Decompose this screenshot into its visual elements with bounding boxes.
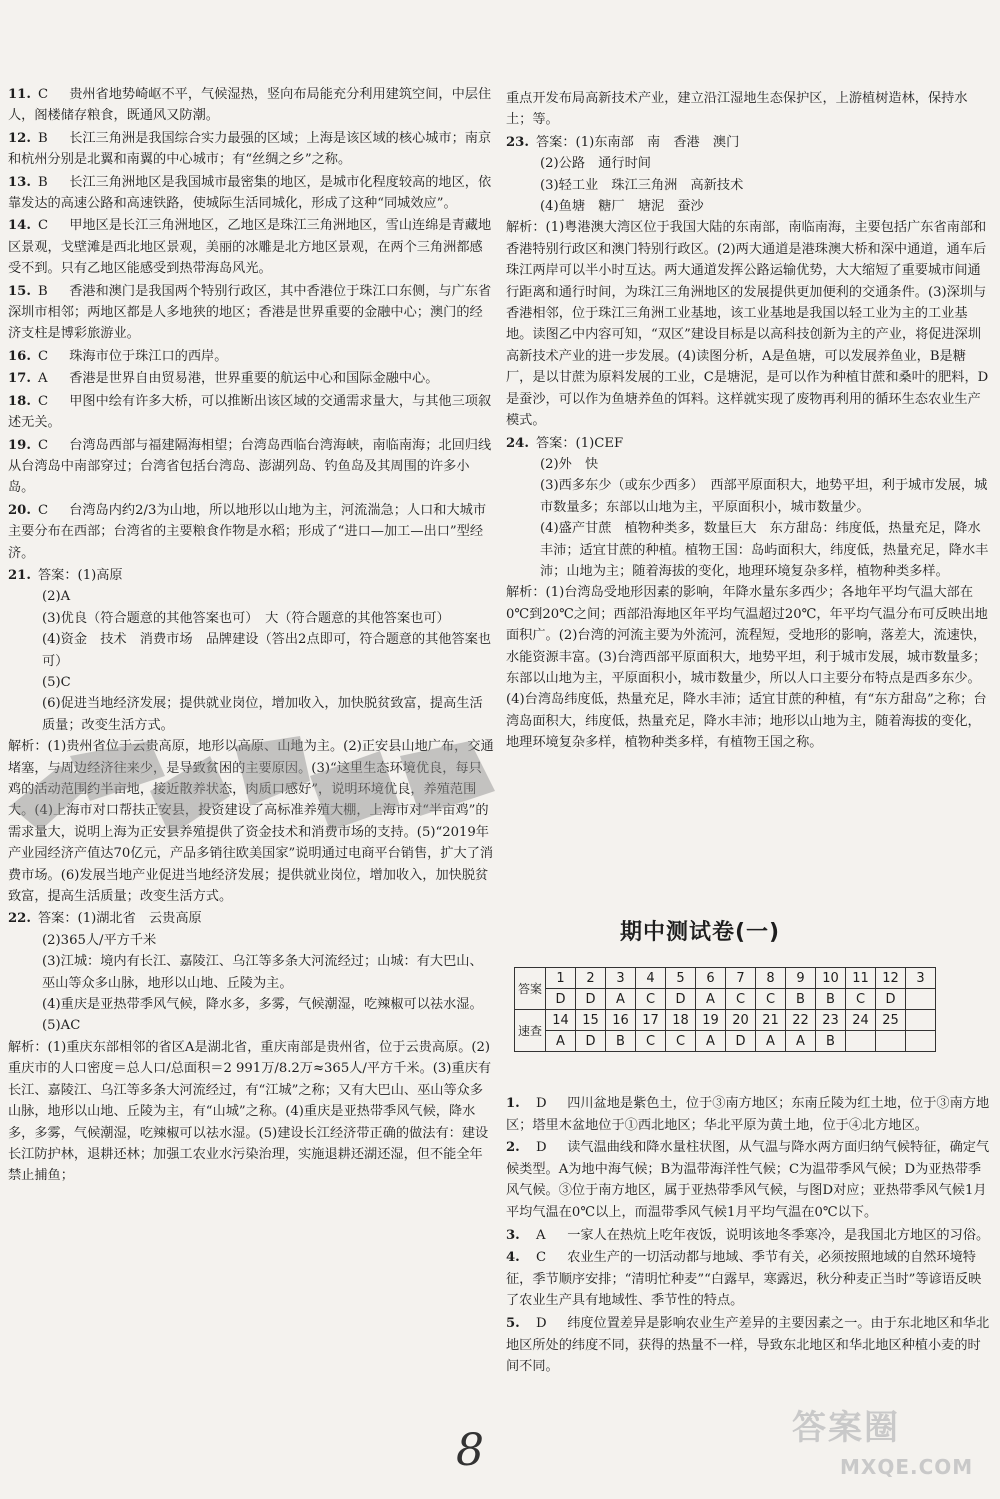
explanation-text: 长江三角洲地区是我国城市最密集的地区，是城市化程度较高的地区，依靠发达的高速公路和高速铁路，使城际生活同城化，形成了这种“同城效应”。 — [8, 174, 492, 212]
watermark-url: MXQE.COM — [840, 1455, 974, 1479]
explanation-text: 甲图中绘有许多大桥，可以推断出该区域的交通需求量大，与其他三项叙述无关。 — [8, 393, 492, 431]
question-number: 15. — [8, 283, 31, 299]
question-number-cell: 21 — [756, 1010, 786, 1031]
answer-cell: D — [576, 989, 606, 1010]
question-number: 23. — [506, 134, 529, 150]
answer-line: (2)365人/平方千米 — [42, 932, 157, 948]
question-number: 22. — [8, 911, 31, 927]
answer-cell: C — [636, 1031, 666, 1052]
left-column — [8, 84, 494, 1188]
question-number-cell: 15 — [576, 1010, 606, 1031]
question-24 — [506, 433, 992, 754]
answer-line: (4)重庆是亚热带季风气候，降水多，多雾，气候潮湿，吃辣椒可以祛水湿。 — [42, 997, 483, 1013]
answer-line: (2)公路 通行时间 — [540, 156, 651, 172]
explanation-text: 纬度位置差异是影响农业生产差异的主要因素之一。由于东北地区和华北地区所处的纬度不同，获得的热量不一样，导致东北地区和华北地区种植小麦的时间不同。 — [506, 1315, 990, 1375]
table-row — [515, 989, 936, 1010]
analysis-text: 解析：(1)贵州省位于云贵高原，地形以高原、山地为主。(2)正安县山地广布，交通堵塞，与周边经济往来少，是导致贫困的主要原因。(3)“这里生态环境优良，每只鸡的活动范围约半亩地，接近散养状态，肉质口感好”，说明环境优良，养殖范围大。(4)上海市对口帮扶正安县，投资建设了高标准养殖大棚，上海市对“半亩鸡”的需求量大，说明上海为正安县养殖提供了资金技术和消费市场的支持。(5)“2019年产业园经济产值达70亿元，产品多销往欧美国家”说明通过电商平台销售，扩大了消费市场。(6)发展当地产业促进当地经济发展；提供就业岗位，增加收入，加快脱贫致富，提高生活质量；改变生活方式。 — [8, 739, 494, 905]
question-number-cell: 5 — [666, 968, 696, 989]
answer-cell: A — [786, 1031, 816, 1052]
question-number: 20. — [8, 502, 31, 518]
answer-line: (4)鱼塘 糖厂 塘泥 蚕沙 — [540, 199, 704, 215]
explanation-text: 一家人在热炕上吃年夜饭，说明该地冬季寒冷，是我国北方地区的习俗。 — [567, 1227, 990, 1243]
answer-cell: A — [696, 1031, 726, 1052]
question-number-cell: 11 — [846, 968, 876, 989]
question-number: 17. — [8, 371, 31, 387]
answer-line: 答案：(1)高原 — [38, 567, 123, 583]
answer-letter: A — [536, 1227, 546, 1243]
question-item — [8, 435, 494, 499]
empty-cell — [846, 1031, 876, 1052]
question-21 — [8, 565, 494, 908]
question-number-cell: 8 — [756, 968, 786, 989]
answer-letter: B — [38, 174, 48, 190]
question-number: 24. — [506, 435, 529, 451]
question-item — [8, 500, 494, 564]
question-item — [506, 1313, 992, 1378]
answer-cell: C — [666, 1031, 696, 1052]
explanation-text: 台湾岛内约2/3为山地，所以地形以山地为主，河流湍急；人口和大城市主要分布在西部；台湾省的主要粮食作物是水稻；形成了“进口—加工—出口”型经济。 — [8, 502, 487, 561]
answer-letter: B — [38, 130, 48, 146]
question-item — [8, 215, 494, 279]
answer-line: 答案：(1)东南部 南 香港 澳门 — [536, 134, 740, 150]
question-number-cell: 19 — [696, 1010, 726, 1031]
answer-cell: B — [816, 989, 846, 1010]
answer-letter: C — [38, 348, 49, 364]
answer-letter: B — [38, 283, 48, 299]
answer-cell: C — [846, 989, 876, 1010]
left-items-list — [8, 84, 494, 564]
answer-cell: D — [546, 989, 576, 1010]
empty-cell — [876, 1031, 906, 1052]
answer-line: (3)轻工业 珠江三角洲 高新技术 — [540, 177, 744, 193]
answer-letter: D — [536, 1315, 547, 1331]
watermark-logo: 答案圈 — [792, 1408, 900, 1448]
question-number-cell: 9 — [786, 968, 816, 989]
answer-line: (6)促进当地经济发展；提供就业岗位，增加收入，加快脱贫致富，提高生活质量；改变生活方式。 — [42, 696, 483, 733]
answer-cell — [906, 989, 936, 1010]
question-number-cell: 1 — [546, 968, 576, 989]
answer-line: (3)优良（符合题意的其他答案也可） 大（符合题意的其他答案也可） — [42, 610, 450, 626]
question-item — [506, 1137, 992, 1223]
answer-cell: B — [786, 989, 816, 1010]
answer-letter: D — [536, 1096, 547, 1111]
question-number-cell: 12 — [876, 968, 906, 989]
answer-line: (4)盛产甘蔗 植物种类多，数量巨大 东方甜岛：纬度低，热量充足，降水丰沛；适宜甘蔗的种植。植物王国：岛屿面积大，纬度低，热量充足，降水丰沛；山地为主；随着海拔的变化，地理环境复杂多样，植物种类多样。 — [540, 521, 989, 579]
answer-line: (3)江城：境内有长江、嘉陵江、乌江等多条大河流经过；山城：有大巴山、巫山等众多山脉，地形以山地、丘陵为主。 — [42, 954, 483, 991]
question-number-cell: 2 — [576, 968, 606, 989]
empty-cell — [906, 1010, 936, 1031]
question-number-cell: 17 — [636, 1010, 666, 1031]
answer-letter: C — [38, 87, 49, 102]
table-row — [515, 1031, 936, 1052]
row-label-answer: 答案 — [515, 968, 546, 1010]
question-number-cell: 25 — [876, 1010, 906, 1031]
explanation-text: 读气温曲线和降水量柱状图，从气温与降水两方面归纳气候特征，确定气候类型。A为地中海气候；B为温带海洋性气候；C为温带季风气候；D为亚热带季风气候。③位于南方地区，属于亚热带季风气候，与图D对应；亚热带季风气候1月平均气温在0℃以上，而温带季风气候1月平均气温在0℃以下。 — [506, 1140, 990, 1220]
question-item — [8, 84, 494, 127]
analysis-text: 解析：(1)台湾岛受地形因素的影响，年降水量东多西少；各地年平均气温大部在0℃到20℃之间；西部沿海地区年平均气温超过20℃，年平均气温分布可反映出地面积广。(2)台湾的河流主要为外流河，流程短，受地形的影响，落差大，流速快，水能资源丰富。(3)台湾西部平原面积大，地势平坦，利于城市发展，城市数量多；东部以山地为主，平原面积小，城市数量少，所以人口主要分布特点是西多东少。(4)台湾岛纬度低，热量充足，降水丰沛；适宜甘蔗的种植，有“东方甜岛”之称；台湾岛面积大，纬度低，热量充足，降水丰沛；地形以山地为主，随着海拔的变化，地理环境复杂多样，植物种类多样，有植物王国之称。 — [506, 585, 988, 751]
question-number: 14. — [8, 218, 31, 234]
answer-letter: C — [38, 502, 49, 518]
question-number: 1. — [506, 1096, 520, 1111]
question-number-cell: 16 — [606, 1010, 636, 1031]
analysis-text: 解析：(1)粤港澳大湾区位于我国大陆的东南部，南临南海，主要包括广东省南部和香港特别行政区和澳门特别行政区。(2)两大通道是港珠澳大桥和深中通道，通车后珠江两岸可以半小时互达。两大通道发挥公路运输优势，大大缩短了重要城市间通行距离和通行时间，为珠江三角洲地区的发展提供更加便利的交通条件。(3)深圳与香港相邻，位于珠江三角洲工业基地，该工业基地是我国以轻工业为主的工业基地。读图乙中内容可知，“双区”建设目标是以高科技创新为主的产业，将促进深圳高新技术产业的进一步发展。(4)读图分析，A是鱼塘，可以发展养鱼业，B是糖厂，是以甘蔗为原料发展的工业，C是塘泥，是可以作为种植甘蔗和桑叶的肥料，D是蚕沙，可以作为鱼塘养鱼的饵料。这样就实现了废物再利用的循环生态农业生产模式。 — [506, 220, 989, 429]
question-number: 12. — [8, 130, 31, 146]
answer-cell: C — [726, 989, 756, 1010]
page-number: 8 — [456, 1425, 484, 1476]
question-item — [8, 172, 494, 215]
answer-letter: C — [536, 1250, 547, 1266]
question-number: 19. — [8, 437, 31, 453]
right-column — [506, 88, 992, 755]
answer-line: 答案：(1)CEF — [536, 435, 624, 451]
answer-cell: D — [576, 1031, 606, 1052]
question-item — [8, 346, 494, 367]
question-number-cell: 3 — [906, 968, 936, 989]
explanation-text: 香港是世界自由贸易港，世界重要的航运中心和国际金融中心。 — [69, 371, 439, 387]
explanation-text: 珠海市位于珠江口的西岸。 — [69, 348, 228, 364]
empty-cell — [906, 1031, 936, 1052]
answer-line: (2)A — [42, 589, 71, 605]
question-item — [8, 368, 494, 389]
midterm-answers-list — [506, 1093, 992, 1379]
table-row — [515, 968, 936, 989]
question-number-cell: 18 — [666, 1010, 696, 1031]
answer-cell: A — [546, 1031, 576, 1052]
answer-line: (2)外 快 — [540, 456, 599, 472]
answer-cell: C — [636, 989, 666, 1010]
question-number: 4. — [506, 1250, 520, 1266]
question-item — [8, 128, 494, 171]
answer-letter: A — [38, 371, 48, 387]
answer-line: (5)C — [42, 674, 71, 690]
answer-cell: D — [876, 989, 906, 1010]
answer-letter: D — [536, 1140, 547, 1156]
question-number-cell: 4 — [636, 968, 666, 989]
question-number-cell: 10 — [816, 968, 846, 989]
question-item — [506, 1247, 992, 1312]
explanation-text: 甲地区是长江三角洲地区，乙地区是珠江三角洲地区，雪山连绵是青藏地区景观，戈壁滩是西北地区景观，美丽的冰雕是北方地区景观，在两个三角洲都感受不到。只有乙地区能感受到热带海岛风光。 — [8, 218, 492, 277]
answer-cell: B — [606, 1031, 636, 1052]
answer-line: (3)西多东少（或东少西多） 西部平原面积大，地势平坦，利于城市发展，城市数量多；东部以山地为主，平原面积小，城市数量少。 — [540, 478, 988, 515]
answer-cell: A — [696, 989, 726, 1010]
question-number: 21. — [8, 567, 31, 583]
answer-cell: A — [606, 989, 636, 1010]
question-item — [8, 391, 494, 434]
question-number-cell: 20 — [726, 1010, 756, 1031]
question-22 — [8, 908, 494, 1186]
question-number: 11. — [8, 87, 31, 102]
question-number: 18. — [8, 393, 31, 409]
continued-text: 重点开发布局高新技术产业，建立沿江湿地生态保护区，上游植树造林，保持水土；等。 — [506, 91, 968, 128]
question-number: 13. — [8, 174, 31, 190]
explanation-text: 四川盆地是紫色土，位于③南方地区；东南丘陵为红土地，位于③南方地区；塔里木盆地位于①西北地区；华北平原为黄土地，位于④北方地区。 — [506, 1096, 990, 1133]
question-item — [8, 281, 494, 345]
answer-cell: D — [726, 1031, 756, 1052]
question-number: 16. — [8, 348, 31, 364]
table-row — [515, 1010, 936, 1031]
explanation-text: 台湾岛西部与福建隔海相望；台湾岛西临台湾海峡，南临南海；北回归线从台湾岛中南部穿过；台湾省包括台湾岛、澎湖列岛、钓鱼岛及其周围的许多小岛。 — [8, 437, 492, 496]
question-item — [506, 1225, 992, 1247]
question-number-cell: 23 — [816, 1010, 846, 1031]
answer-cell: C — [756, 989, 786, 1010]
answer-cell: D — [666, 989, 696, 1010]
question-23 — [506, 132, 992, 432]
row-label-check: 速查 — [515, 1010, 546, 1052]
explanation-text: 香港和澳门是我国两个特别行政区，其中香港位于珠江口东侧，与广东省深圳市相邻；两地区都是人多地狭的地区；香港是世界重要的金融中心；澳门的经济支柱是博彩旅游业。 — [8, 283, 492, 342]
answer-letter: C — [38, 218, 49, 234]
question-number: 3. — [506, 1227, 520, 1243]
answer-cell: A — [756, 1031, 786, 1052]
analysis-text: 解析：(1)重庆东部相邻的省区A是湖北省，重庆南部是贵州省，位于云贵高原。(2)重庆市的人口密度＝总人口/总面积＝2 991万/8.2万≈365人/平方千米。(3)重庆有长江、嘉陵江、乌江等多条大河流经过，有“江城”之称；又有大巴山、巫山等众多山脉，地形以山地、丘陵为主，有“山城”之称。(4)重庆是亚热带季风气候，降水多，多雾，气候潮湿，吃辣椒可以祛水湿。(5)建设长江经济带正确的做法有：建设长江防护林，退耕还林；加强工农业水污染治理，实施退耕还湖还湿，但不能全年禁止捕鱼； — [8, 1039, 492, 1184]
question-number-cell: 24 — [846, 1010, 876, 1031]
explanation-text: 贵州省地势崎岖不平，气候湿热，竖向布局能充分利用建筑空间，中层住人，阁楼储存粮食，既通风又防潮。 — [8, 87, 492, 124]
question-number-cell: 6 — [696, 968, 726, 989]
question-number-cell: 14 — [546, 1010, 576, 1031]
question-item — [506, 1093, 992, 1136]
answer-line: (5)AC — [42, 1018, 81, 1034]
question-number: 2. — [506, 1140, 520, 1156]
answer-letter: C — [38, 437, 49, 453]
explanation-text: 农业生产的一切活动都与地域、季节有关，必须按照地域的自然环境特征，季节顺序安排；“清明忙种麦”“白露早，寒露迟，秋分种麦正当时”等谚语反映了农业生产具有地域性、季节性的特点。 — [506, 1250, 982, 1309]
answer-letter: C — [38, 393, 49, 409]
answer-line: 答案：(1)湖北省 云贵高原 — [38, 911, 202, 927]
exam-section-title: 期中测试卷(一) — [620, 920, 781, 945]
answer-cell: B — [816, 1031, 846, 1052]
explanation-text: 长江三角洲是我国综合实力最强的区域；上海是该区域的核心城市；南京和杭州分别是北翼和南翼的中心城市；有“丝绸之乡”之称。 — [8, 130, 492, 168]
answer-line: (4)资金 技术 消费市场 品牌建设（答出2点即可，符合题意的其他答案也可） — [42, 632, 492, 669]
question-number-cell: 22 — [786, 1010, 816, 1031]
answer-quick-check-table — [514, 967, 936, 1052]
question-number-cell: 7 — [726, 968, 756, 989]
question-number: 5. — [506, 1315, 520, 1331]
question-number-cell: 3 — [606, 968, 636, 989]
